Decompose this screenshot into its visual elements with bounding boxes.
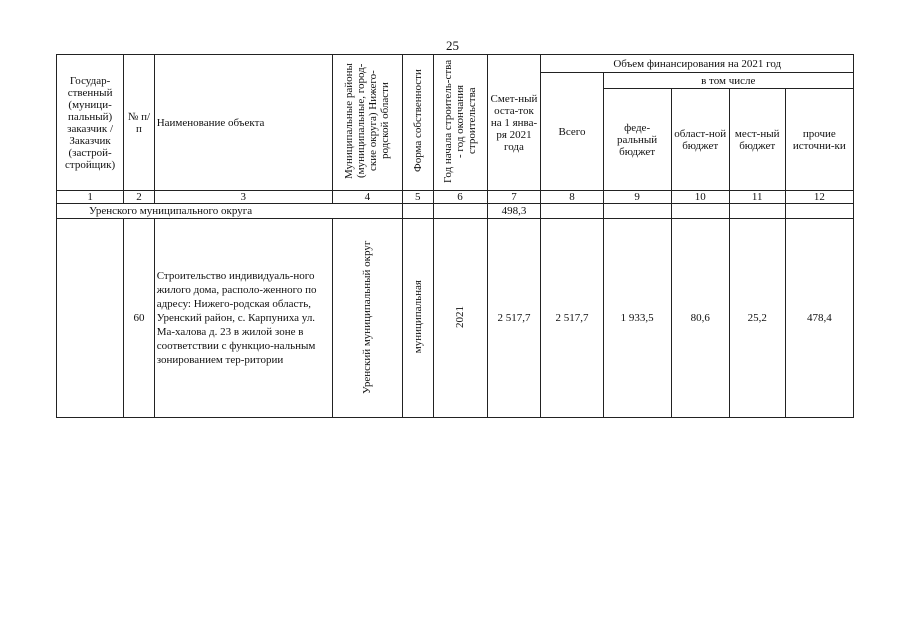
row-local: 25,2 bbox=[729, 219, 785, 418]
header-balance: Смет-ный оста-ток на 1 янва-ря 2021 года bbox=[487, 55, 541, 191]
column-number: 2 bbox=[124, 191, 155, 204]
column-number: 10 bbox=[671, 191, 729, 204]
row-district bbox=[332, 219, 402, 418]
row-other: 478,4 bbox=[785, 219, 853, 418]
row-customer bbox=[57, 219, 124, 418]
column-number: 4 bbox=[332, 191, 402, 204]
region-cell-empty bbox=[603, 204, 671, 219]
column-number: 1 bbox=[57, 191, 124, 204]
header-number: № п/п bbox=[124, 55, 155, 191]
region-cell-empty bbox=[729, 204, 785, 219]
header-years-text: Год начала строитель-ства - год окончания строительства bbox=[442, 59, 479, 183]
column-number: 5 bbox=[403, 191, 434, 204]
header-object-name: Наименование объекта bbox=[154, 55, 332, 191]
header-total: Всего bbox=[541, 73, 603, 191]
region-row bbox=[57, 204, 854, 219]
page-number: 25 bbox=[446, 38, 459, 53]
row-regional: 80,6 bbox=[671, 219, 729, 418]
column-number: 7 bbox=[487, 191, 541, 204]
table-row bbox=[57, 219, 854, 418]
header-regional: област-ной бюджет bbox=[671, 89, 729, 191]
region-balance: 498,3 bbox=[487, 204, 541, 219]
row-number: 60 bbox=[124, 219, 155, 418]
column-numbers-row bbox=[57, 191, 854, 204]
row-balance: 2 517,7 bbox=[487, 219, 541, 418]
header-local: мест-ный бюджет bbox=[729, 89, 785, 191]
row-years-text: 2021 bbox=[454, 305, 467, 328]
region-cell-empty bbox=[433, 204, 487, 219]
header-federal: феде-ральный бюджет bbox=[603, 89, 671, 191]
header-financing: Объем финансирования на 2021 год bbox=[541, 55, 854, 73]
row-district-text: Уренский муниципальный округ bbox=[361, 239, 374, 394]
row-ownership bbox=[403, 219, 434, 418]
header-customer: Государ-ственный (муници-пальный) заказчик / Заказчик (застрой-стройщик) bbox=[57, 55, 124, 191]
header-districts bbox=[332, 55, 402, 191]
column-number: 9 bbox=[603, 191, 671, 204]
financing-table bbox=[56, 54, 854, 418]
column-number: 6 bbox=[433, 191, 487, 204]
header-districts-text: Муниципальные районы (муниципальные, город-ские округа) Нижего-родской области bbox=[343, 63, 392, 179]
row-years bbox=[433, 219, 487, 418]
region-cell-empty bbox=[541, 204, 603, 219]
column-number: 11 bbox=[729, 191, 785, 204]
row-object-name: Строительство индивидуаль-ного жилого дома, располо-женного по адресу: Нижего-родская область, Уренский район, с. Карпуниха ул. Ма-халова д. 23 в жилой зоне в соответствии с функцио-нальным зонированием тер-ритории bbox=[154, 219, 332, 418]
row-ownership-text: муниципальная bbox=[411, 279, 424, 354]
region-label: Уренского муниципального округа bbox=[57, 204, 403, 219]
row-total: 2 517,7 bbox=[541, 219, 603, 418]
region-cell-empty bbox=[671, 204, 729, 219]
row-federal: 1 933,5 bbox=[603, 219, 671, 418]
column-number: 3 bbox=[154, 191, 332, 204]
header-ownership-text: Форма собственности bbox=[411, 69, 424, 173]
column-number: 12 bbox=[785, 191, 853, 204]
column-number: 8 bbox=[541, 191, 603, 204]
header-years bbox=[433, 55, 487, 191]
header-other: прочие источни-ки bbox=[785, 89, 853, 191]
region-cell-empty bbox=[785, 204, 853, 219]
header-including: в том числе bbox=[603, 73, 853, 89]
region-cell-empty bbox=[403, 204, 434, 219]
header-ownership bbox=[403, 55, 434, 191]
